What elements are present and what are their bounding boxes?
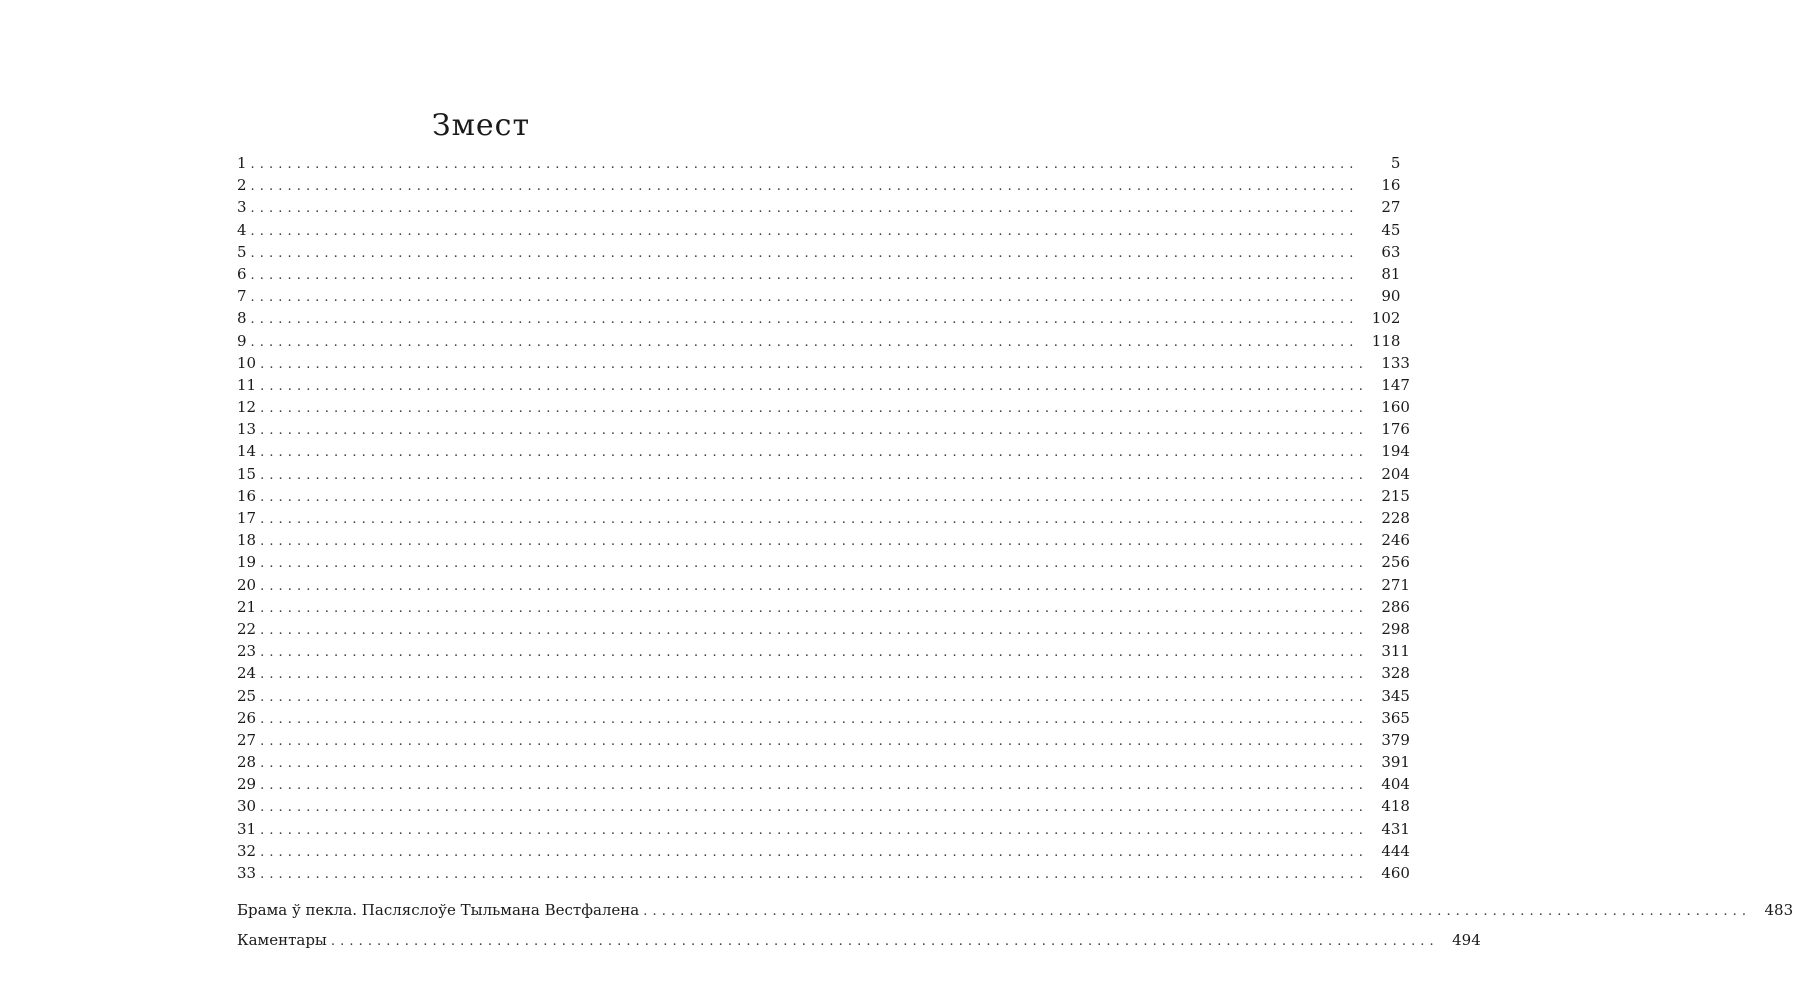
dot-leader: ........................................................................................................................ [260,356,1368,372]
toc-entry-page-number: 81 [1381,264,1401,283]
toc-entry-label: 18 [237,529,258,551]
toc-entry-page-number: 63 [1381,242,1401,261]
toc-entry[interactable] [237,196,1401,218]
chapter-list [237,152,1410,884]
toc-entry[interactable] [237,440,1410,462]
toc-entry-page-number: 16 [1381,176,1401,195]
dot-leader: ........................................................................................................................ [250,245,1359,261]
toc-entry[interactable] [237,773,1410,795]
dot-leader: ........................................................................................................................ [260,378,1368,394]
toc-entry-page-number: 431 [1381,819,1410,838]
toc-entry-page-number: 27 [1381,198,1401,217]
toc-entry-label: 32 [237,840,258,862]
toc-entry-page-number: 147 [1381,375,1410,394]
toc-entry-label: 23 [237,640,258,662]
dot-leader: ........................................................................................................................ [260,534,1368,550]
toc-entry[interactable] [237,463,1410,485]
dot-leader: ........................................................................................................................ [250,334,1359,350]
toc-entry-page-number: 90 [1381,287,1401,306]
toc-entry[interactable] [237,596,1410,618]
toc-entry-label: 6 [237,263,249,285]
dot-leader: ........................................................................................................................ [260,645,1368,661]
toc-entry-label: 3 [237,196,249,218]
toc-entry-page-number: 102 [1371,309,1401,328]
toc-entry-label: 27 [237,729,258,751]
toc-entry-label: 5 [237,241,249,263]
toc-entry-label: 16 [237,485,258,507]
toc-entry-page-number: 404 [1381,775,1410,794]
toc-entry-page-number: 215 [1381,486,1410,505]
dot-leader: ........................................................................................................................ [260,844,1368,860]
toc-entry[interactable] [237,795,1410,817]
dot-leader: ........................................................................................................................ [260,689,1368,705]
toc-entry-page-number: 228 [1381,509,1410,527]
toc-entry[interactable] [237,707,1410,729]
dot-leader: ........................................................................................................................ [643,904,1752,919]
toc-entry[interactable] [237,729,1410,751]
toc-entry-label: 11 [237,374,258,396]
dot-leader: ........................................................................................................................ [260,556,1368,572]
toc-entry[interactable] [237,618,1410,640]
toc-entry[interactable] [237,174,1401,196]
toc-entry-label: 22 [237,618,258,640]
toc-entry[interactable] [237,818,1410,840]
toc-entry[interactable] [237,396,1410,418]
toc-entry-page-number: 494 [1452,931,1481,949]
toc-entry-page-number: 418 [1381,797,1410,816]
toc-entry-page-number: 246 [1381,531,1410,550]
dot-leader: ........................................................................................................................ [330,934,1439,949]
dot-leader: ........................................................................................................................ [260,822,1368,838]
toc-entry-page-number: 271 [1381,575,1410,594]
dot-leader: ........................................................................................................................ [250,179,1359,195]
toc-entry-page-number: 391 [1381,753,1410,772]
dot-leader: ........................................................................................................................ [250,290,1359,306]
dot-leader: ........................................................................................................................ [260,489,1368,505]
toc-entry[interactable] [237,330,1401,352]
toc-entry-page-number: 160 [1381,398,1410,417]
toc-entry-page-number: 379 [1381,730,1410,749]
toc-entry-label: 24 [237,662,258,684]
dot-leader: ........................................................................................................................ [260,667,1368,683]
toc-entry[interactable] [237,751,1410,773]
toc-entry-label: 29 [237,773,258,795]
dot-leader: ........................................................................................................................ [260,711,1368,727]
toc-entry[interactable] [237,685,1410,707]
dot-leader: ........................................................................................................................ [250,267,1359,283]
toc-entry[interactable] [237,352,1410,374]
dot-leader: ........................................................................................................................ [260,401,1368,417]
toc-entry-page-number: 328 [1381,664,1410,683]
toc-entry-page-number: 118 [1371,331,1401,350]
toc-entry-label: 33 [237,862,258,884]
dot-leader: ........................................................................................................................ [260,756,1368,772]
toc-entry-page-number: 176 [1381,420,1410,439]
toc-entry-label: 12 [237,396,258,418]
dot-leader: ........................................................................................................................ [260,578,1368,594]
toc-entry[interactable] [237,529,1410,551]
toc-entry-label: 15 [237,463,258,485]
dot-leader: ........................................................................................................................ [260,778,1368,794]
toc-entry[interactable] [237,640,1410,662]
toc-entry-page-number: 256 [1381,553,1410,572]
toc-entry-page-number: 365 [1381,708,1410,727]
toc-entry[interactable] [237,374,1410,396]
toc-entry-label: 17 [237,507,258,529]
toc-entry-page-number: 483 [1764,901,1793,919]
dot-leader: ........................................................................................................................ [260,622,1368,638]
toc-entry-page-number: 286 [1381,597,1410,616]
toc-entry-label: 4 [237,219,249,241]
toc-entry-label: 8 [237,307,249,329]
toc-entry-label: 26 [237,707,258,729]
toc-entry-page-number: 45 [1381,220,1401,239]
toc-entry[interactable] [237,263,1401,285]
dot-leader: ........................................................................................................................ [260,733,1368,749]
toc-entry[interactable] [237,219,1401,241]
toc-entry-label: 7 [237,285,249,307]
toc-entry[interactable] [237,307,1401,329]
toc-entry-label: 30 [237,795,258,817]
dot-leader: ........................................................................................................................ [250,157,1359,172]
toc-entry-label: 1 [237,152,249,174]
toc-entry-label: 31 [237,818,258,840]
toc-entry-page-number: 5 [1390,154,1401,172]
dot-leader: ........................................................................................................................ [260,467,1368,483]
toc-entry-label: 10 [237,352,258,374]
toc-entry-label: 21 [237,596,258,618]
page-title: Змест [431,108,531,143]
toc-entry-page-number: 204 [1381,464,1410,483]
toc-entry-label: 25 [237,685,258,707]
toc-entry[interactable] [237,285,1401,307]
toc-entry-page-number: 194 [1381,442,1410,461]
toc-entry-label: 20 [237,574,258,596]
toc-entry-label: 9 [237,330,249,352]
toc-entry-page-number: 311 [1381,642,1410,661]
dot-leader: ........................................................................................................................ [260,423,1368,439]
toc-entry-label: Брама ў пекла. Пасляслоўе Тыльмана Вестфалена [237,895,641,925]
dot-leader: ........................................................................................................................ [260,600,1368,616]
dot-leader: ........................................................................................................................ [260,867,1368,882]
dot-leader: ........................................................................................................................ [250,312,1359,328]
dot-leader: ........................................................................................................................ [260,512,1368,527]
toc-entry-label: 2 [237,174,249,196]
toc-entry-page-number: 444 [1381,841,1410,860]
toc-entry[interactable] [237,418,1410,440]
toc-entry[interactable] [237,485,1410,507]
toc-entry[interactable] [237,152,1401,174]
dot-leader: ........................................................................................................................ [250,201,1359,217]
toc-entry-label: 28 [237,751,258,773]
toc-entry-label: 19 [237,551,258,573]
dot-leader: ........................................................................................................................ [250,223,1359,239]
toc-entry-page-number: 345 [1381,686,1410,705]
toc-entry[interactable] [237,662,1410,684]
toc-entry-label: 13 [237,418,258,440]
toc-entry-page-number: 460 [1381,864,1410,882]
toc-entry-page-number: 133 [1381,353,1410,372]
appendix-list [237,895,1793,955]
toc-entry[interactable] [237,551,1410,573]
toc-entry[interactable] [237,241,1401,263]
toc-entry[interactable] [237,507,1410,529]
toc-entry[interactable] [237,840,1410,862]
toc-entry[interactable] [237,574,1410,596]
toc-entry[interactable] [237,862,1410,884]
dot-leader: ........................................................................................................................ [260,445,1368,461]
toc-entry-label: Каментары [237,925,329,955]
toc-entry-label: 14 [237,440,258,462]
toc-entry[interactable] [237,895,1793,925]
dot-leader: ........................................................................................................................ [260,800,1368,816]
toc-entry-page-number: 298 [1381,619,1410,638]
toc-entry[interactable] [237,925,1481,955]
